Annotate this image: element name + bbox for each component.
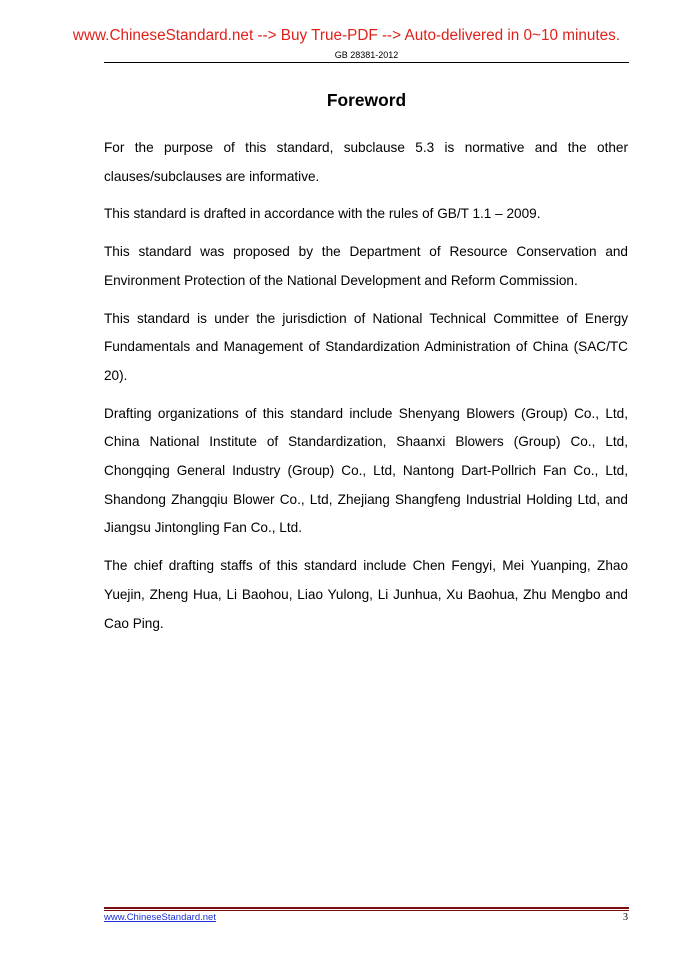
page-title: Foreword xyxy=(326,90,407,110)
header-divider xyxy=(104,62,629,63)
page-number: 3 xyxy=(623,912,628,923)
paragraph-normative-note: For the purpose of this standard, subclause 5.3 is normative and the other clauses/subclauses are informative. xyxy=(104,140,628,184)
paragraph-drafting-organizations: Drafting organizations of this standard include Shenyang Blowers (Group) Co., Ltd, China National Institute of Standardization, Shaanxi Blowers (Group) Co., Ltd, Chongqing General Industry (Group) Co., Ltd, Nantong Dart-Pollrich Fan Co., Ltd, Shandong Zhangqiu Blower Co., Ltd, Zhejiang Shangfeng Industrial Holding Ltd, and Jiangsu Jintongling Fan Co., Ltd. xyxy=(104,405,628,536)
paragraph-drafting-rules: This standard is drafted in accordance with the rules of GB/T 1.1 – 2009. xyxy=(104,206,541,222)
document-code: GB 28381-2012 xyxy=(334,50,399,60)
footer-divider-thin xyxy=(104,910,629,911)
store-banner: www.ChineseStandard.net --> Buy True-PDF --> Auto-delivered in 0~10 minutes. xyxy=(72,27,621,44)
foreword-body xyxy=(104,134,628,647)
footer-website-link[interactable]: www.ChineseStandard.net xyxy=(104,912,216,923)
paragraph-proposer: This standard was proposed by the Department of Resource Conservation and Environment Protection of the National Development and Reform Commission. xyxy=(104,244,628,288)
footer-divider-thick xyxy=(104,907,629,909)
paragraph-drafting-staff: The chief drafting staffs of this standard include Chen Fengyi, Mei Yuanping, Zhao Yuejin, Zheng Hua, Li Baohou, Liao Yulong, Li Junhua, Xu Baohua, Zhu Mengbo and Cao Ping. xyxy=(104,558,628,631)
paragraph-jurisdiction: This standard is under the jurisdiction of National Technical Committee of Energy Fundamentals and Management of Standardization Administration of China (SAC/TC 20). xyxy=(104,310,628,383)
